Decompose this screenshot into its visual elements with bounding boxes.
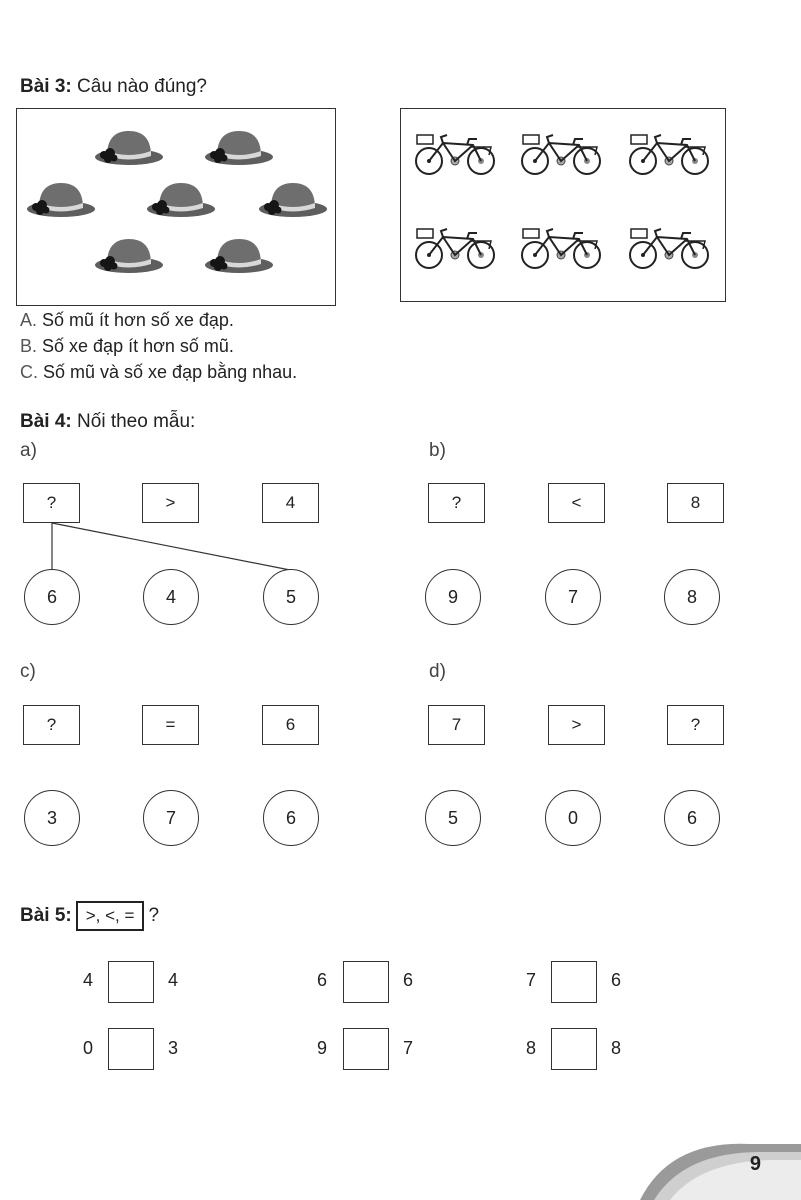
page-number: 9 [749, 1153, 761, 1175]
bai5-label: Bài 5: [20, 905, 72, 927]
compare-r1-c2-right: 6 [403, 970, 414, 990]
part-c-box-1: ? [23, 705, 80, 745]
choice-b-letter: B. [20, 336, 38, 356]
choice-b-text: Số xe đạp ít hơn số mũ. [37, 336, 234, 356]
part-d-circle-3[interactable]: 6 [664, 790, 720, 846]
choice-c-letter: C. [20, 362, 38, 382]
part-c-box-2: = [142, 705, 199, 745]
part-d-circle-2[interactable]: 0 [545, 790, 601, 846]
part-c-box-3: 6 [262, 705, 319, 745]
page-corner-decoration [640, 1130, 801, 1200]
bai3-label: Bài 3: [20, 76, 72, 97]
bai5-heading [20, 901, 159, 931]
part-c-circle-2[interactable]: 7 [143, 790, 199, 846]
choice-a-letter: A. [20, 310, 38, 330]
part-c-label: c) [20, 661, 36, 682]
bai3-question: Câu nào đúng? [71, 76, 207, 97]
comparison-signs-box: >, <, = [76, 901, 145, 931]
part-b-box-3: 8 [667, 483, 724, 523]
compare-r2-c2-left: 9 [317, 1038, 328, 1058]
part-b-circle-3[interactable]: 8 [664, 569, 720, 625]
part-a-box-1: ? [23, 483, 80, 523]
part-b-label: b) [429, 440, 446, 461]
bai5-question-mark: ? [148, 905, 160, 927]
part-c-circle-1[interactable]: 3 [24, 790, 80, 846]
compare-r2-c3-left: 8 [526, 1038, 537, 1058]
part-a-circle-3[interactable]: 5 [263, 569, 319, 625]
part-d-box-1: 7 [428, 705, 485, 745]
part-b-box-2: < [548, 483, 605, 523]
compare-r2-c1-answer-box[interactable] [108, 1028, 154, 1070]
part-d-circle-1[interactable]: 5 [425, 790, 481, 846]
compare-r1-c3-left: 7 [526, 970, 537, 990]
part-a-box-3: 4 [262, 483, 319, 523]
part-b-circle-1[interactable]: 9 [425, 569, 481, 625]
part-b-box-1: ? [428, 483, 485, 523]
compare-r2-c1-right: 3 [168, 1038, 179, 1058]
part-d-box-2: > [548, 705, 605, 745]
bai4-label: Bài 4: [20, 411, 72, 432]
part-a-box-2: > [142, 483, 199, 523]
compare-r2-c3-answer-box[interactable] [551, 1028, 597, 1070]
compare-r1-c2-left: 6 [317, 970, 328, 990]
part-a-label: a) [20, 440, 37, 461]
choice-c-text: Số mũ và số xe đạp bằng nhau. [38, 362, 298, 382]
part-b-circle-2[interactable]: 7 [545, 569, 601, 625]
compare-r2-c2-right: 7 [403, 1038, 414, 1058]
part-a-circle-2[interactable]: 4 [143, 569, 199, 625]
compare-r1-c2-answer-box[interactable] [343, 961, 389, 1003]
part-c-circle-3[interactable]: 6 [263, 790, 319, 846]
compare-r1-c1-answer-box[interactable] [108, 961, 154, 1003]
compare-r2-c2-answer-box[interactable] [343, 1028, 389, 1070]
part-d-box-3: ? [667, 705, 724, 745]
part-a-circle-1[interactable]: 6 [24, 569, 80, 625]
compare-r1-c1-left: 4 [83, 970, 94, 990]
compare-r1-c3-right: 6 [611, 970, 622, 990]
choice-a-text: Số mũ ít hơn số xe đạp. [37, 310, 234, 330]
compare-r2-c3-right: 8 [611, 1038, 622, 1058]
compare-r1-c3-answer-box[interactable] [551, 961, 597, 1003]
part-d-label: d) [429, 661, 446, 682]
compare-r1-c1-right: 4 [168, 970, 179, 990]
compare-r2-c1-left: 0 [83, 1038, 94, 1058]
bai4-instruction: Nối theo mẫu: [71, 411, 196, 432]
